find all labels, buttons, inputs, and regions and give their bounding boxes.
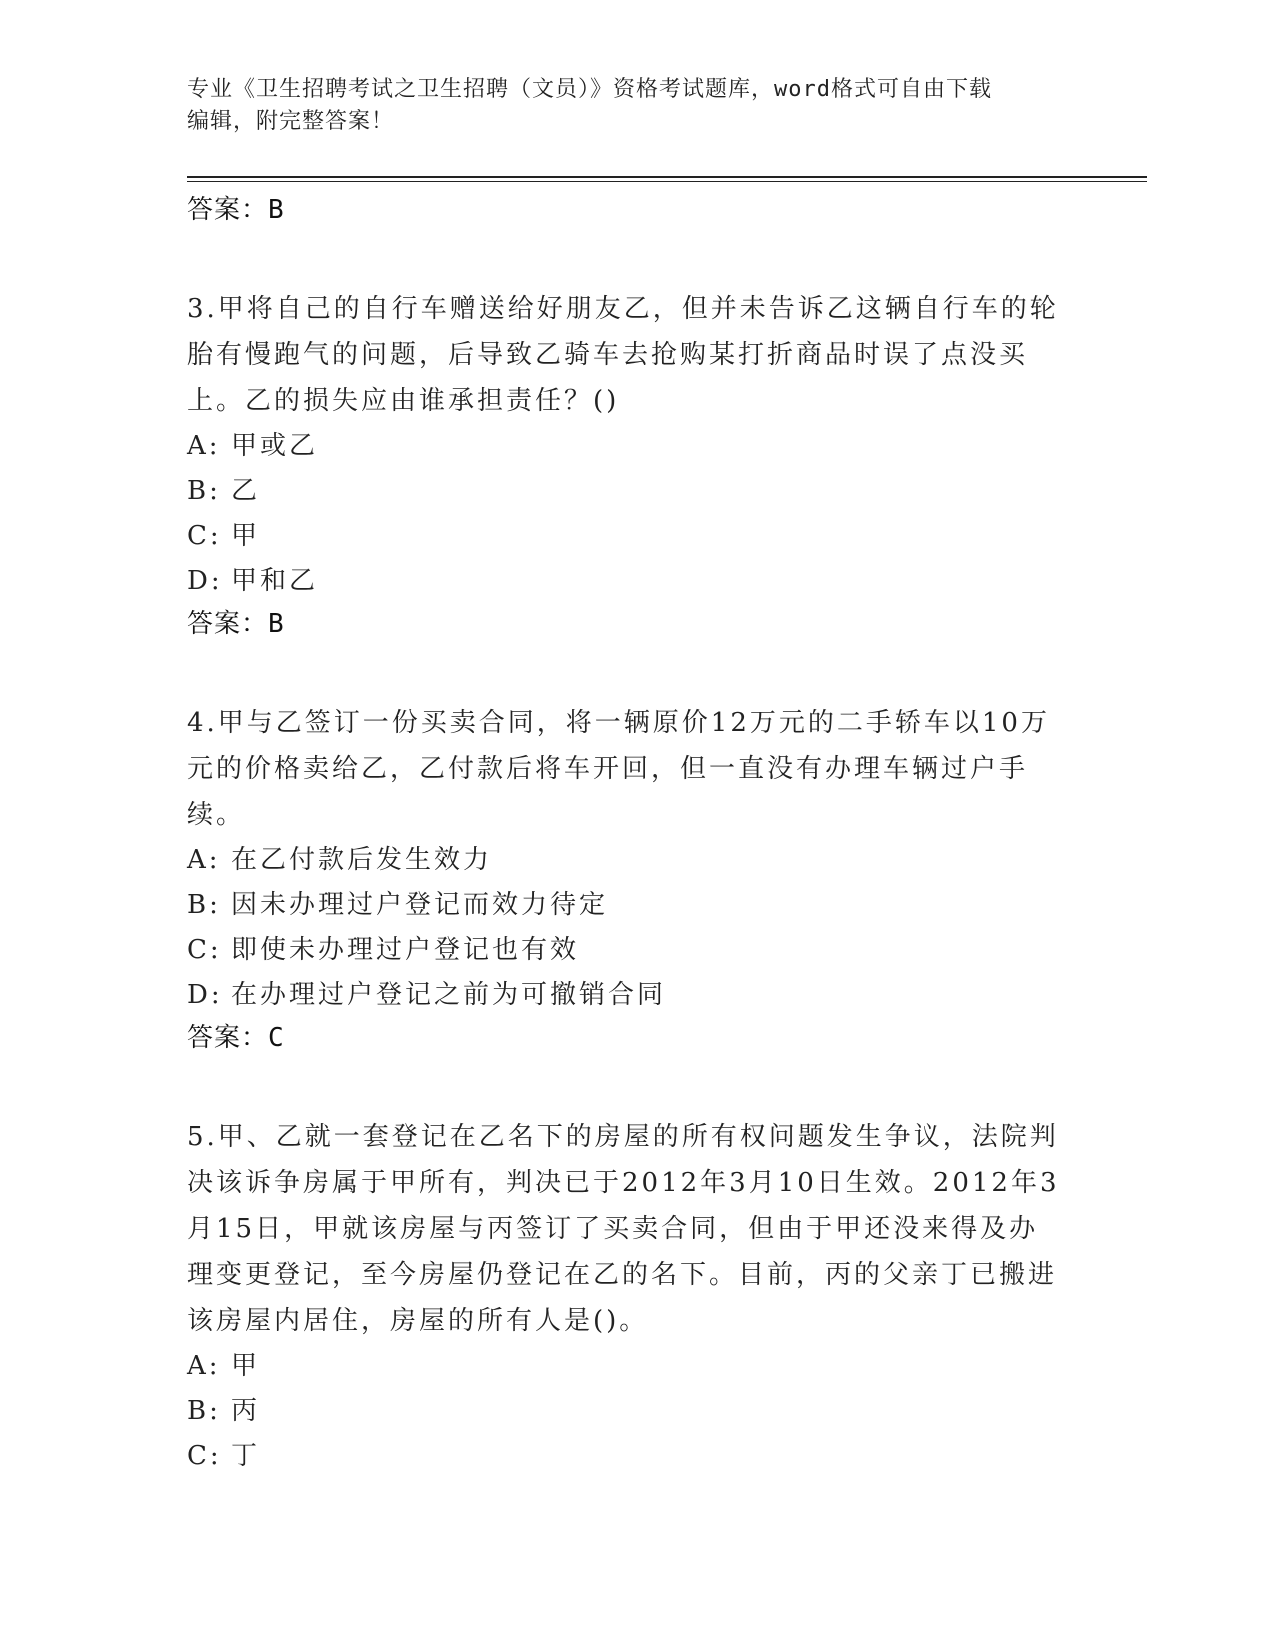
- option-letter: A:: [187, 431, 221, 461]
- option-letter: D:: [187, 980, 223, 1010]
- option-list: [187, 1344, 1067, 1479]
- option-letter: A:: [187, 1351, 221, 1381]
- option-text: 甲: [231, 1351, 261, 1381]
- header-divider-thick: [187, 176, 1147, 178]
- document-header: [187, 74, 1087, 138]
- option-letter: D:: [187, 566, 223, 596]
- option-text: 甲: [231, 521, 261, 551]
- option-text: 在办理过户登记之前为可撤销合同: [231, 980, 667, 1010]
- question-block: [187, 1114, 1067, 1479]
- answer-line: 答案：B: [187, 609, 285, 639]
- question-text: 5.甲、乙就一套登记在乙名下的房屋的所有权问题发生争议，法院判决该诉争房属于甲所有，判决已于2012年3月10日生效。2012年3月15日，甲就该房屋与丙签订了买卖合同，但由于甲还没来得及办理变更登记，至今房屋仍登记在乙的名下。目前，丙的父亲丁已搬进该房屋内居住，房屋的所有人是()。: [187, 1122, 1060, 1336]
- option-b: [187, 883, 1067, 928]
- option-d: [187, 973, 1067, 1018]
- option-c: [187, 1434, 1067, 1479]
- option-text: 即使未办理过户登记也有效: [231, 935, 580, 965]
- header-line-2: 编辑，附完整答案！: [187, 109, 395, 134]
- answer-line: 答案：B: [187, 195, 285, 225]
- header-divider-thin: [187, 181, 1147, 182]
- option-a: [187, 424, 1067, 469]
- question-block: [187, 700, 1067, 1058]
- header-line-1: 专业《卫生招聘考试之卫生招聘（文员）》资格考试题库，word格式可自由下载: [187, 77, 992, 102]
- option-b: [187, 1389, 1067, 1434]
- option-letter: C:: [187, 1441, 222, 1471]
- option-a: [187, 838, 1067, 883]
- option-letter: B:: [187, 1396, 221, 1426]
- question-text: 3.甲将自己的自行车赠送给好朋友乙，但并未告诉乙这辆自行车的轮胎有慢跑气的问题，后导致乙骑车去抢购某打折商品时误了点没买上。乙的损失应由谁承担责任？(): [187, 294, 1059, 416]
- option-b: [187, 469, 1067, 514]
- option-letter: A:: [187, 845, 221, 875]
- option-text: 丙: [231, 1396, 261, 1426]
- option-c: [187, 514, 1067, 559]
- option-text: 因未办理过户登记而效力待定: [231, 890, 609, 920]
- option-letter: B:: [187, 890, 221, 920]
- option-text: 在乙付款后发生效力: [231, 845, 493, 875]
- question-text: 4.甲与乙签订一份买卖合同，将一辆原价12万元的二手轿车以10万元的价格卖给乙，乙付款后将车开回，但一直没有办理车辆过户手续。: [187, 708, 1050, 830]
- option-d: [187, 559, 1067, 604]
- option-list: [187, 424, 1067, 604]
- question-list: [187, 190, 1067, 1479]
- option-text: 丁: [231, 1441, 261, 1471]
- option-text: 甲或乙: [231, 431, 319, 461]
- option-letter: C:: [187, 521, 222, 551]
- option-c: [187, 928, 1067, 973]
- option-list: [187, 838, 1067, 1018]
- option-letter: B:: [187, 476, 221, 506]
- answer-line: 答案：C: [187, 1023, 285, 1053]
- option-a: [187, 1344, 1067, 1389]
- option-text: 乙: [231, 476, 261, 506]
- option-text: 甲和乙: [231, 566, 319, 596]
- option-letter: C:: [187, 935, 222, 965]
- question-block: [187, 286, 1067, 644]
